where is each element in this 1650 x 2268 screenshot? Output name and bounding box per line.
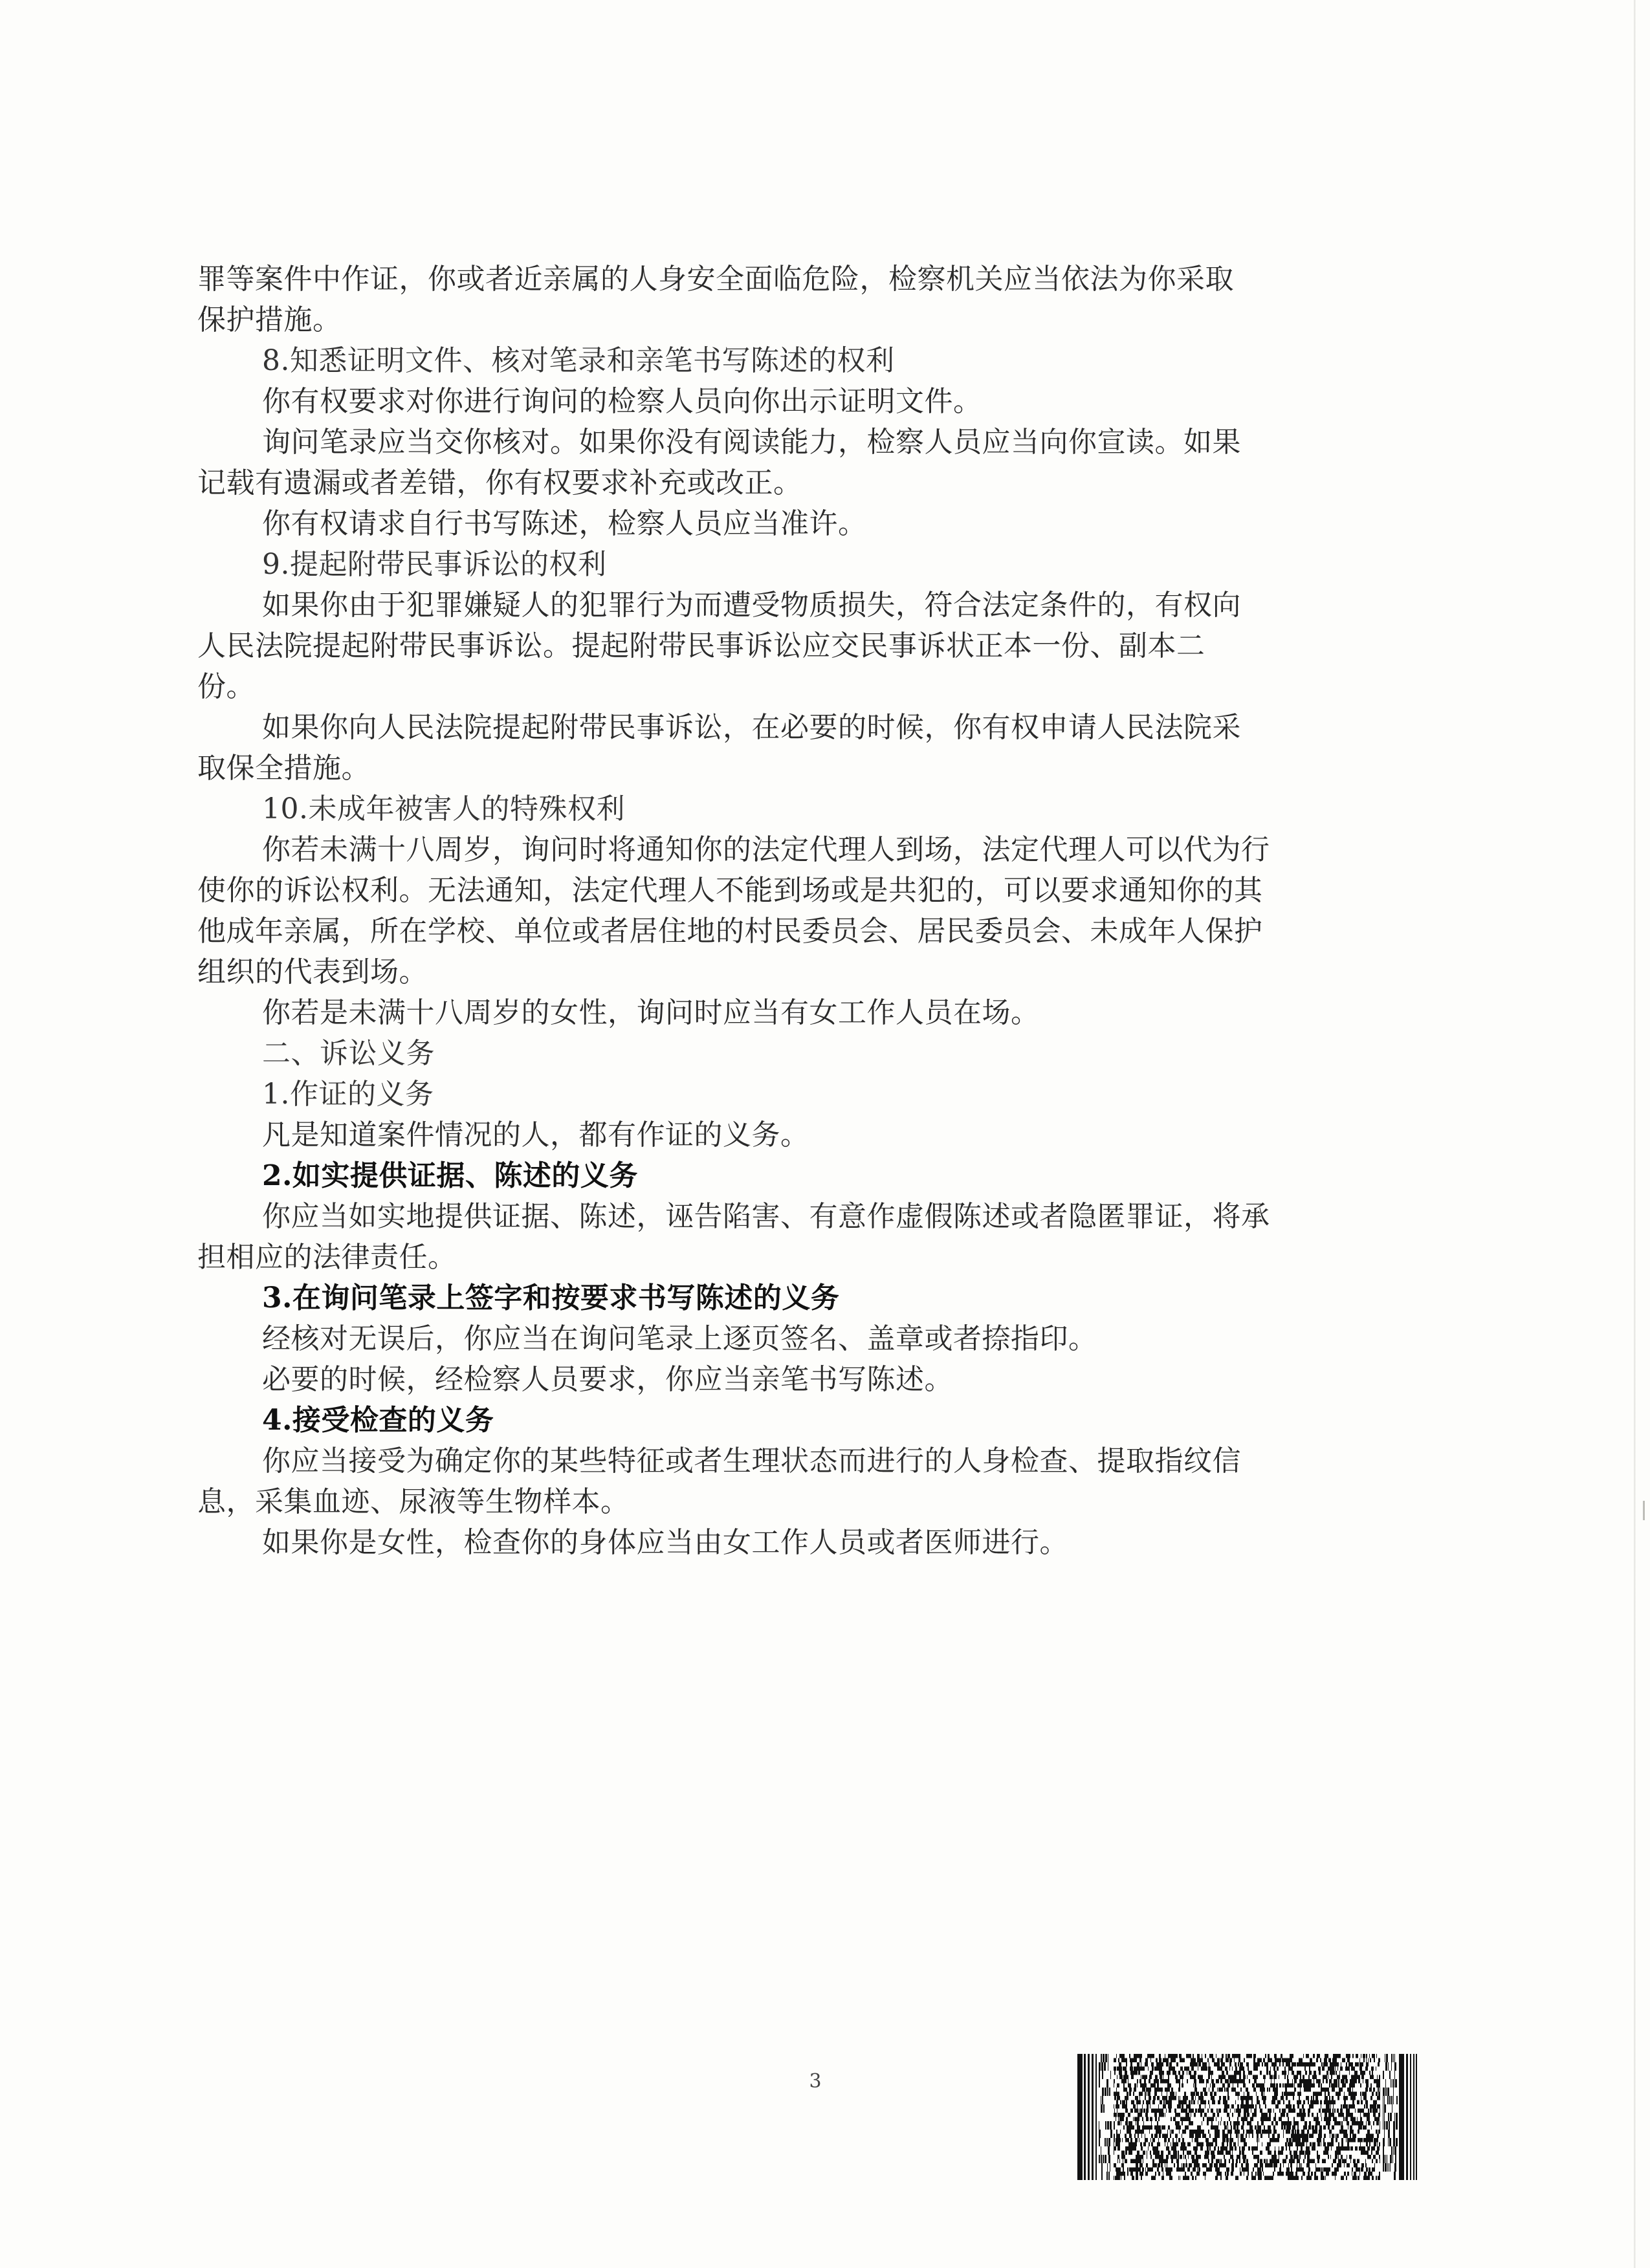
barcode-icon [1077, 2054, 1417, 2180]
section-heading: 8.知悉证明文件、核对笔录和亲笔书写陈述的权利 [262, 344, 895, 377]
paragraph-line: 担相应的法律责任。 [197, 1241, 457, 1274]
paragraph-line: 经核对无误后，你应当在询问笔录上逐页签名、盖章或者捺指印。 [262, 1322, 1097, 1355]
paragraph-line: 你应当接受为确定你的某些特征或者生理状态而进行的人身检查、提取指纹信 [262, 1445, 1241, 1477]
section-heading: 10.未成年被害人的特殊权利 [262, 792, 625, 825]
paragraph-line: 你有权要求对你进行询问的检察人员向你出示证明文件。 [262, 385, 982, 418]
paragraph-line: 如果你向人民法院提起附带民事诉讼，在必要的时候，你有权申请人民法院采 [262, 711, 1241, 744]
paragraph-line: 保护措施。 [197, 303, 342, 336]
page-edge-mark [1634, 1501, 1645, 1520]
paragraph-line: 如果你由于犯罪嫌疑人的犯罪行为而遭受物质损失，符合法定条件的，有权向 [262, 589, 1241, 622]
paragraph-line: 取保全措施。 [197, 752, 370, 785]
section-heading: 3.在询问笔录上签字和按要求书写陈述的义务 [262, 1281, 840, 1314]
document-body [197, 259, 1401, 1563]
paragraph-line: 使你的诉讼权利。无法通知，法定代理人不能到场或是共犯的，可以要求通知你的其 [197, 874, 1263, 907]
paragraph-line: 如果你是女性，检查你的身体应当由女工作人员或者医师进行。 [262, 1526, 1068, 1559]
paragraph-line: 罪等案件中作证，你或者近亲属的人身安全面临危险，检察机关应当依法为你采取 [197, 263, 1234, 296]
section-heading: 二、诉讼义务 [262, 1037, 435, 1070]
paragraph-line: 必要的时候，经检察人员要求，你应当亲笔书写陈述。 [262, 1363, 953, 1396]
paragraph-line: 凡是知道案件情况的人，都有作证的义务。 [262, 1118, 809, 1151]
paragraph-line: 你有权请求自行书写陈述，检察人员应当准许。 [262, 507, 867, 540]
paragraph-line: 组织的代表到场。 [197, 955, 428, 988]
section-heading: 9.提起附带民事诉讼的权利 [262, 548, 607, 581]
paragraph-line: 你若未满十八周岁，询问时将通知你的法定代理人到场，法定代理人可以代为行 [262, 833, 1270, 866]
paragraph-line: 他成年亲属，所在学校、单位或者居住地的村民委员会、居民委员会、未成年人保护 [197, 915, 1263, 948]
paragraph-line: 询问笔录应当交你核对。如果你没有阅读能力，检察人员应当向你宣读。如果 [262, 426, 1241, 459]
page-edge [1634, 0, 1636, 2268]
paragraph-line: 息，采集血迹、尿液等生物样本。 [197, 1485, 630, 1518]
section-heading: 2.如实提供证据、陈述的义务 [262, 1159, 638, 1192]
paragraph-line: 你若是未满十八周岁的女性，询问时应当有女工作人员在场。 [262, 996, 1040, 1029]
section-heading: 4.接受检查的义务 [262, 1404, 494, 1437]
section-heading: 1.作证的义务 [262, 1078, 434, 1111]
paragraph-line: 份。 [197, 670, 255, 703]
paragraph-line: 你应当如实地提供证据、陈述，诬告陷害、有意作虚假陈述或者隐匿罪证，将承 [262, 1200, 1270, 1233]
paragraph-line: 人民法院提起附带民事诉讼。提起附带民事诉讼应交民事诉状正本一份、副本二 [197, 629, 1205, 662]
page-number: 3 [809, 2070, 822, 2093]
paragraph-line: 记载有遗漏或者差错，你有权要求补充或改正。 [197, 466, 802, 499]
